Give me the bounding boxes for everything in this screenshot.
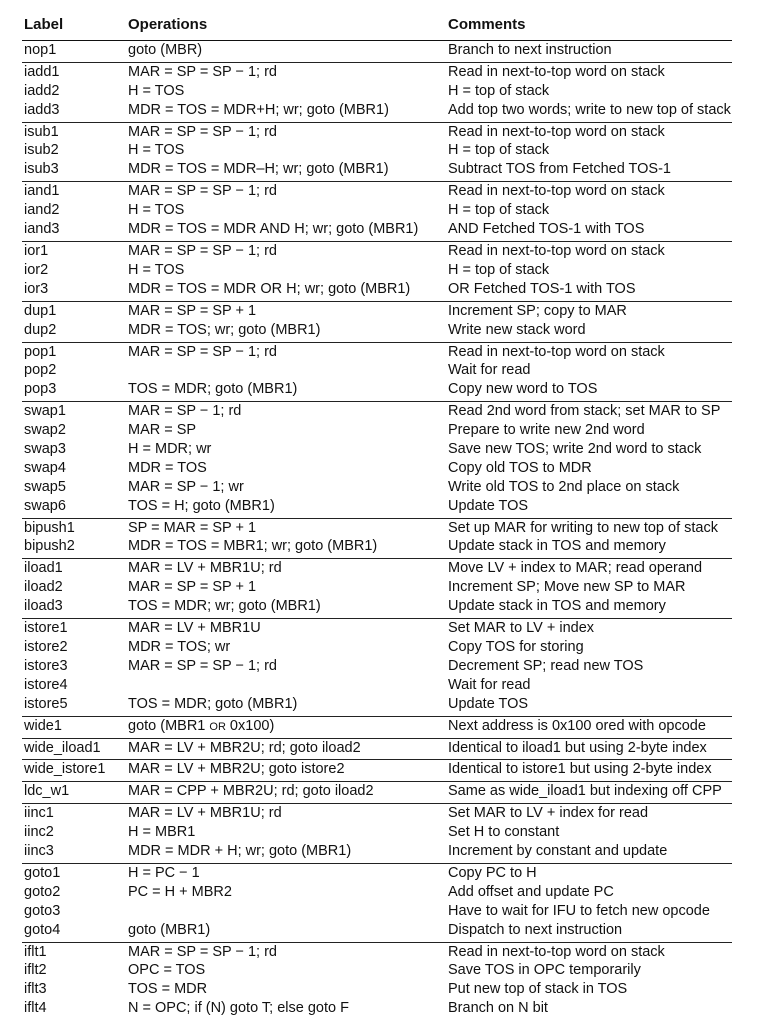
operations-cell: TOS = MDR: [128, 981, 208, 998]
comments-cell: Save TOS in OPC temporarily: [448, 962, 641, 979]
comments-cell: Increment SP; Move new SP to MAR: [448, 579, 686, 596]
operations-cell: MAR = SP: [128, 422, 197, 439]
comments-cell: Identical to iload1 but using 2-byte index: [448, 739, 707, 756]
comments-cell: AND Fetched TOS-1 with TOS: [448, 221, 645, 238]
label-cell: iflt3: [24, 981, 47, 998]
table-row: [22, 657, 732, 676]
instruction-group: [22, 62, 732, 123]
comments-cell: Read in next-to-top word on stack: [448, 183, 665, 200]
header-label: Label: [24, 16, 64, 33]
label-cell: iflt2: [24, 962, 47, 979]
table-row: [22, 402, 732, 421]
operations-cell: MAR = SP = SP − 1; rd: [128, 63, 277, 80]
comments-cell: Save new TOS; write 2nd word to stack: [448, 440, 702, 457]
label-cell: iinc3: [24, 842, 54, 859]
comments-cell: Branch on N bit: [448, 1000, 548, 1017]
table-row: [22, 41, 732, 60]
comments-cell: Add offset and update PC: [448, 883, 614, 900]
comments-cell: Copy new word to TOS: [448, 381, 598, 398]
comments-cell: Prepare to write new 2nd word: [448, 422, 645, 439]
operations-cell: goto (MBR1): [128, 921, 211, 938]
label-cell: goto2: [24, 883, 61, 900]
operations-cell: H = TOS: [128, 261, 185, 278]
comments-cell: Read in next-to-top word on stack: [448, 63, 665, 80]
instruction-group: [22, 863, 732, 943]
operations-cell: H = TOS: [128, 82, 185, 99]
operations-cell: MDR = TOS; wr: [128, 638, 231, 655]
label-cell: pop2: [24, 362, 57, 379]
table-row: [22, 519, 732, 538]
label-cell: ldc_w1: [24, 783, 70, 800]
label-cell: swap2: [24, 422, 66, 439]
table-row: [22, 160, 732, 179]
comments-cell: Read in next-to-top word on stack: [448, 243, 665, 259]
table-row: [22, 760, 732, 779]
label-cell: iload2: [24, 579, 63, 596]
header-comments: Comments: [448, 16, 526, 33]
instruction-group: [22, 401, 732, 518]
operations-cell: MAR = SP − 1; wr: [128, 478, 244, 495]
operations-cell: MAR = SP − 1; rd: [128, 403, 242, 420]
label-cell: goto4: [24, 921, 61, 938]
operations-cell: H = MBR1: [128, 824, 196, 841]
instruction-group: [22, 942, 732, 1022]
operations-cell: TOS = H; goto (MBR1): [128, 497, 275, 514]
operations-cell: MDR = TOS = MDR OR H; wr; goto (MBR1): [128, 280, 411, 297]
table-row: [22, 182, 732, 201]
table-row: [22, 63, 732, 82]
label-cell: iadd2: [24, 82, 60, 99]
table-row: [22, 123, 732, 142]
comments-cell: Increment SP; copy to MAR: [448, 302, 627, 319]
comments-cell: Subtract TOS from Fetched TOS-1: [448, 161, 671, 178]
operations-cell: SP = MAR = SP + 1: [128, 519, 257, 536]
instruction-group: [22, 558, 732, 619]
comments-cell: H = top of stack: [448, 82, 550, 99]
table-row: [22, 261, 732, 280]
comments-cell: Set up MAR for writing to new top of stack: [448, 519, 718, 536]
table-row: [22, 201, 732, 220]
operations-cell: MDR = TOS = MDR+H; wr; goto (MBR1): [128, 101, 389, 118]
comments-cell: Read in next-to-top word on stack: [448, 343, 665, 360]
label-cell: dup2: [24, 321, 57, 338]
label-cell: bipush2: [24, 538, 75, 555]
operations-cell: MAR = LV + MBR2U; goto istore2: [128, 761, 345, 778]
comments-cell: Same as wide_iload1 but indexing off CPP: [448, 783, 722, 800]
label-cell: wide_iload1: [24, 739, 101, 756]
operations-cell: MDR = TOS: [128, 459, 207, 476]
table-row: [22, 440, 732, 459]
label-cell: iload1: [24, 560, 63, 577]
table-row: [22, 280, 732, 299]
comments-cell: OR Fetched TOS-1 with TOS: [448, 280, 636, 297]
operations-cell: MAR = SP = SP − 1; rd: [128, 943, 277, 960]
comments-cell: Update TOS: [448, 695, 529, 712]
table-row: [22, 578, 732, 597]
label-cell: isub1: [24, 123, 59, 140]
table-row: [22, 902, 732, 921]
label-cell: iflt4: [24, 1000, 47, 1017]
comments-cell: Read in next-to-top word on stack: [448, 943, 665, 960]
table-row: [22, 961, 732, 980]
label-cell: swap3: [24, 440, 66, 457]
table-row: [22, 220, 732, 239]
label-cell: bipush1: [24, 519, 75, 536]
operations-cell: MAR = SP = SP − 1; rd: [128, 243, 277, 259]
instruction-group: [22, 738, 732, 761]
header-operations: Operations: [128, 16, 208, 33]
comments-cell: Move LV + index to MAR; read operand: [448, 560, 703, 577]
label-cell: istore5: [24, 695, 68, 712]
operations-cell: TOS = MDR; wr; goto (MBR1): [128, 598, 321, 615]
comments-cell: Identical to istore1 but using 2-byte index: [448, 761, 712, 778]
label-cell: swap5: [24, 478, 66, 495]
label-cell: iadd1: [24, 63, 60, 80]
operations-cell: MAR = LV + MBR1U; rd: [128, 560, 282, 577]
table-row: [22, 782, 732, 801]
instruction-group: [22, 241, 732, 302]
comments-cell: Next address is 0x100 ored with opcode: [448, 717, 706, 734]
comments-cell: Wait for read: [448, 676, 531, 693]
table-row: [22, 101, 732, 120]
label-cell: iflt1: [24, 943, 47, 960]
operations-cell: MDR = TOS; wr; goto (MBR1): [128, 321, 321, 338]
label-cell: iand2: [24, 202, 60, 219]
operations-cell: MAR = CPP + MBR2U; rd; goto iload2: [128, 783, 374, 800]
label-cell: istore3: [24, 657, 68, 674]
label-cell: iand3: [24, 221, 60, 238]
operations-cell: MAR = SP = SP − 1; rd: [128, 657, 277, 674]
comments-cell: Update stack in TOS and memory: [448, 598, 666, 615]
table-row: [22, 242, 732, 261]
label-cell: nop1: [24, 42, 57, 58]
table-row: [22, 597, 732, 616]
table-header: [0, 0, 768, 38]
comments-cell: Add top two words; write to new top of stack: [448, 101, 731, 118]
table-row: [22, 302, 732, 321]
table-row: [22, 559, 732, 578]
label-cell: ior2: [24, 261, 49, 278]
label-cell: goto3: [24, 902, 61, 919]
table-row: [22, 943, 732, 962]
comments-cell: Decrement SP; read new TOS: [448, 657, 644, 674]
operations-cell: MAR = LV + MBR1U; rd: [128, 805, 282, 822]
table-row: [22, 343, 732, 362]
comments-cell: Update TOS: [448, 497, 529, 514]
operations-cell: MAR = LV + MBR2U; rd; goto iload2: [128, 739, 361, 756]
label-cell: iinc1: [24, 805, 54, 822]
instruction-group: [22, 716, 732, 739]
label-cell: wide_istore1: [24, 761, 106, 778]
operations-cell: MAR = SP = SP − 1; rd: [128, 123, 277, 140]
comments-cell: H = top of stack: [448, 142, 550, 159]
table-row: [22, 804, 732, 823]
comments-cell: Read in next-to-top word on stack: [448, 123, 665, 140]
label-cell: swap1: [24, 403, 66, 420]
comments-cell: Copy TOS for storing: [448, 638, 584, 655]
comments-cell: Read 2nd word from stack; set MAR to SP: [448, 403, 721, 420]
label-cell: iand1: [24, 183, 60, 200]
operations-cell: H = TOS: [128, 202, 185, 219]
operations-cell: PC = H + MBR2: [128, 883, 232, 900]
table-row: [22, 537, 732, 556]
operations-cell: goto (MBR1 OR 0x100): [128, 717, 275, 734]
label-cell: dup1: [24, 302, 57, 319]
comments-cell: Wait for read: [448, 362, 531, 379]
operations-cell: TOS = MDR; goto (MBR1): [128, 381, 298, 398]
comments-cell: Copy old TOS to MDR: [448, 459, 592, 476]
table-row: [22, 695, 732, 714]
label-cell: istore2: [24, 638, 68, 655]
label-cell: goto1: [24, 864, 61, 881]
operations-cell: N = OPC; if (N) goto T; else goto F: [128, 1000, 349, 1017]
comments-cell: Write old TOS to 2nd place on stack: [448, 478, 680, 495]
operations-cell: MAR = SP = SP + 1: [128, 579, 257, 596]
comments-cell: Set MAR to LV + index: [448, 620, 595, 637]
table-row: [22, 421, 732, 440]
table-row: [22, 676, 732, 695]
table-row: [22, 82, 732, 101]
label-cell: ior3: [24, 280, 49, 297]
table-row: [22, 823, 732, 842]
operations-cell: goto (MBR): [128, 42, 203, 58]
table-row: [22, 478, 732, 497]
instruction-group: [22, 181, 732, 242]
table-row: [22, 141, 732, 160]
operations-cell: MAR = SP = SP − 1; rd: [128, 183, 277, 200]
operations-cell: H = TOS: [128, 142, 185, 159]
label-cell: iinc2: [24, 824, 54, 841]
comments-cell: Set H to constant: [448, 824, 560, 841]
label-cell: swap4: [24, 459, 66, 476]
table-row: [22, 864, 732, 883]
operations-cell: TOS = MDR; goto (MBR1): [128, 695, 298, 712]
comments-cell: Increment by constant and update: [448, 842, 668, 859]
label-cell: istore1: [24, 620, 68, 637]
table-row: [22, 497, 732, 516]
operations-cell: MDR = TOS = MDR AND H; wr; goto (MBR1): [128, 221, 419, 238]
comments-cell: Dispatch to next instruction: [448, 921, 623, 938]
operations-cell: OPC = TOS: [128, 962, 206, 979]
label-cell: iadd3: [24, 101, 60, 118]
label-cell: ior1: [24, 243, 49, 259]
instruction-group: [22, 518, 732, 560]
comments-cell: Set MAR to LV + index for read: [448, 805, 649, 822]
comments-cell: Copy PC to H: [448, 864, 537, 881]
comments-cell: Write new stack word: [448, 321, 586, 338]
label-cell: swap6: [24, 497, 66, 514]
comments-cell: H = top of stack: [448, 261, 550, 278]
table-row: [22, 380, 732, 399]
table-row: [22, 459, 732, 478]
instruction-group: [22, 781, 732, 804]
table-row: [22, 921, 732, 940]
label-cell: iload3: [24, 598, 63, 615]
table-row: [22, 999, 732, 1018]
label-cell: pop1: [24, 343, 57, 360]
operations-cell: MDR = TOS = MBR1; wr; goto (MBR1): [128, 538, 378, 555]
label-cell: wide1: [24, 717, 62, 734]
operations-cell: MDR = TOS = MDR–H; wr; goto (MBR1): [128, 161, 389, 178]
operations-cell: MAR = SP = SP + 1: [128, 302, 257, 319]
instruction-group: [22, 301, 732, 343]
operations-cell: MAR = LV + MBR1U: [128, 620, 261, 637]
instruction-group: [22, 759, 732, 782]
instruction-group: [22, 342, 732, 403]
operations-cell: H = MDR; wr: [128, 440, 212, 457]
operations-cell: MDR = MDR + H; wr; goto (MBR1): [128, 842, 352, 859]
operations-cell: H = PC − 1: [128, 864, 200, 881]
label-cell: istore4: [24, 676, 68, 693]
operations-cell: MAR = SP = SP − 1; rd: [128, 343, 277, 360]
table-row: [22, 883, 732, 902]
table-row: [22, 842, 732, 861]
comments-cell: H = top of stack: [448, 202, 550, 219]
table-row: [22, 739, 732, 758]
instruction-group: [22, 618, 732, 717]
instruction-group: [22, 122, 732, 183]
table-row: [22, 638, 732, 657]
comments-cell: Update stack in TOS and memory: [448, 538, 666, 555]
table-row: [22, 361, 732, 380]
label-cell: isub3: [24, 161, 59, 178]
comments-cell: Put new top of stack in TOS: [448, 981, 628, 998]
instruction-group: [22, 803, 732, 864]
comments-cell: Have to wait for IFU to fetch new opcode: [448, 902, 710, 919]
table-row: [22, 321, 732, 340]
table-row: [22, 717, 732, 736]
instruction-group: [22, 40, 732, 63]
table-row: [22, 619, 732, 638]
comments-cell: Branch to next instruction: [448, 42, 612, 58]
table-row: [22, 980, 732, 999]
label-cell: isub2: [24, 142, 59, 159]
label-cell: pop3: [24, 381, 57, 398]
